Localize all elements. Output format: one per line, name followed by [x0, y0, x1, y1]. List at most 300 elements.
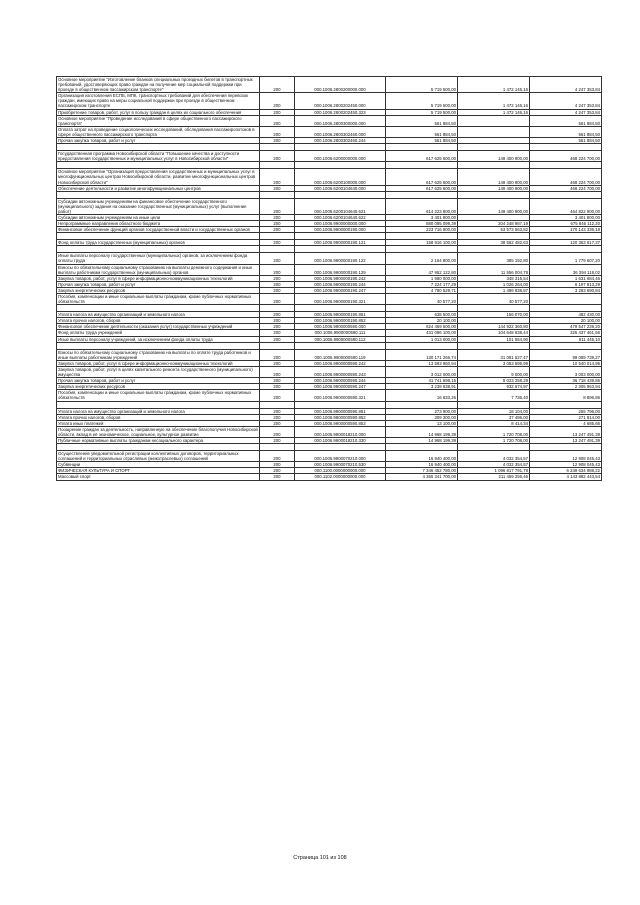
expense-name-cell: Субсидии автономным учреждениям на иные цели	[57, 214, 260, 220]
unexecuted-amount-cell: 468 224 700,00	[530, 151, 602, 162]
executed-amount-cell: 1 472 146,16	[458, 77, 530, 93]
spacer-cell	[458, 144, 530, 151]
budget-classification-code-cell: 000.1006.9900000590.852	[295, 414, 386, 420]
approved-amount-cell: 617 625 600,00	[386, 169, 458, 185]
approved-amount-cell: 309 300,00	[386, 414, 458, 420]
unexecuted-amount-cell: 13 247 491,39	[530, 437, 602, 443]
budget-classification-code-cell: 000.1006.2800300000.000	[295, 115, 386, 126]
admin-code-cell: 200	[260, 126, 295, 137]
unexecuted-amount-cell: 1 631 684,46	[530, 275, 602, 281]
spacer-row	[57, 233, 602, 240]
unexecuted-amount-cell: 36 394 118,02	[530, 264, 602, 275]
executed-amount-cell: 1 026 264,00	[458, 281, 530, 287]
spacer-cell	[530, 191, 602, 198]
approved-amount-cell: 4 355 341 700,00	[386, 474, 458, 480]
executed-amount-cell: 11 556 004,78	[458, 264, 530, 275]
unexecuted-amount-cell: 4 143 882 443,54	[530, 474, 602, 480]
admin-code-cell: 200	[260, 414, 295, 420]
executed-amount-cell: 348 315,54	[458, 275, 530, 281]
expense-name-cell: Прочая закупка товаров, работ и услуг	[57, 138, 260, 144]
spacer-cell	[260, 144, 295, 151]
spacer-cell	[260, 342, 295, 349]
admin-code-cell: 200	[260, 294, 295, 305]
table-row	[57, 93, 602, 109]
executed-amount-cell	[458, 126, 530, 137]
spacer-cell	[386, 401, 458, 408]
spacer-cell	[458, 191, 530, 198]
admin-code-cell: 200	[260, 169, 295, 185]
expense-name-cell: Уплата налога на имущество организаций и земельного налога	[57, 408, 260, 414]
unexecuted-amount-cell: 99 089 739,27	[530, 349, 602, 360]
spacer-cell	[458, 444, 530, 451]
table-row	[57, 151, 602, 162]
table-row	[57, 336, 602, 342]
expense-name-cell: Финансовое обеспечение функций органов государственной власти и государственных органов	[57, 227, 260, 233]
admin-code-cell: 200	[260, 264, 295, 275]
admin-code-cell: 200	[260, 227, 295, 233]
approved-amount-cell: 561 884,50	[386, 115, 458, 126]
table-row	[57, 474, 602, 480]
approved-amount-cell: 2 164 800,00	[386, 253, 458, 264]
expense-name-cell: Основное мероприятие "Изготовление бланков специальных проездных билетов в транспортных требований, удостоверяющих право граждан на получение мер социальной поддержки при проезде в общественном пассажирском транспорте"	[57, 77, 260, 93]
executed-amount-cell: 149 400 900,00	[458, 151, 530, 162]
spacer-cell	[530, 444, 602, 451]
spacer-cell	[295, 342, 386, 349]
approved-amount-cell: 223 716 900,00	[386, 227, 458, 233]
approved-amount-cell: 3 012 000,00	[386, 366, 458, 377]
spacer-row	[57, 444, 602, 451]
executed-amount-cell: 5 023 258,29	[458, 378, 530, 384]
spacer-row	[57, 401, 602, 408]
expense-name-cell: Организация изготовления ЕСПБ, МПК, транспортных требований для обеспечения перевозок граждан, имеющих право на меры социальной поддержки при проезде в общественном пассажирском транспорте	[57, 93, 260, 109]
admin-code-cell: 200	[260, 451, 295, 462]
spacer-cell	[386, 444, 458, 451]
spacer-cell	[295, 401, 386, 408]
admin-code-cell: 200	[260, 240, 295, 246]
approved-amount-cell: 14 968 199,39	[386, 437, 458, 443]
budget-classification-code-cell: 000.1006.9900018210.330	[295, 437, 386, 443]
admin-code-cell: 200	[260, 275, 295, 281]
executed-amount-cell: 149 400 900,00	[458, 169, 530, 185]
budget-classification-code-cell: 000.1006.2800302460.000	[295, 126, 386, 137]
spacer-cell	[57, 191, 260, 198]
admin-code-cell: 200	[260, 93, 295, 109]
budget-classification-code-cell: 000.1006.6200104640.621	[295, 198, 386, 214]
admin-code-cell: 200	[260, 462, 295, 468]
unexecuted-amount-cell: 120 353 617,37	[530, 240, 602, 246]
spacer-cell	[260, 444, 295, 451]
table-row	[57, 115, 602, 126]
expense-name-cell: Закупка товаров, работ, услуг в целях капитального ремонта государственного (муниципального) имущества	[57, 366, 260, 377]
budget-classification-code-cell: 000.1006.9900000590.244	[295, 378, 386, 384]
expense-name-cell: Иные выплаты персоналу государственных (муниципальных) органов, за исключением фонда оплаты труда	[57, 253, 260, 264]
spacer-cell	[260, 162, 295, 169]
unexecuted-amount-cell: 6 249 634 988,22	[530, 468, 602, 474]
executed-amount-cell: 4 032 354,57	[458, 462, 530, 468]
spacer-cell	[458, 233, 530, 240]
approved-amount-cell: 3 238 638,91	[386, 384, 458, 390]
unexecuted-amount-cell: 4 247 353,84	[530, 109, 602, 115]
budget-classification-code-cell: 000.1006.9900000590.851	[295, 408, 386, 414]
expense-name-cell: ФИЗИЧЕСКАЯ КУЛЬТУРА И СПОРТ	[57, 468, 260, 474]
spacer-cell	[57, 305, 260, 312]
approved-amount-cell: 561 884,50	[386, 126, 458, 137]
admin-code-cell: 200	[260, 437, 295, 443]
budget-classification-code-cell: 000.1006.9900000190.129	[295, 264, 386, 275]
approved-amount-cell: 20 100,00	[386, 318, 458, 324]
page-number-label: Страница 101 из 108	[293, 855, 347, 861]
admin-code-cell: 200	[260, 281, 295, 287]
table-row	[57, 426, 602, 437]
approved-amount-cell: 561 884,50	[386, 138, 458, 144]
approved-amount-cell: 273 900,00	[386, 408, 458, 414]
spacer-cell	[260, 233, 295, 240]
spacer-cell	[295, 305, 386, 312]
approved-amount-cell: 13 593 960,94	[386, 360, 458, 366]
admin-code-cell: 200	[260, 408, 295, 414]
budget-classification-code-cell: 000.1006.6200000000.000	[295, 151, 386, 162]
table-row	[57, 360, 602, 366]
budget-classification-code-cell: 000.1100.0000000000.000	[295, 468, 386, 474]
unexecuted-amount-cell: 3 003 000,00	[530, 366, 602, 377]
table-row	[57, 227, 602, 233]
budget-classification-code-cell: 000.1006.9900000590.243	[295, 366, 386, 377]
budget-classification-code-cell: 000.1006.9900000590.247	[295, 384, 386, 390]
table-row	[57, 275, 602, 281]
spacer-cell	[386, 162, 458, 169]
unexecuted-amount-cell: 561 884,50	[530, 115, 602, 126]
approved-amount-cell: 16 633,26	[386, 390, 458, 401]
expense-name-cell: Пособия, компенсации и иные социальные выплаты гражданам, кроме публичных нормативных обязательств	[57, 390, 260, 401]
table-row	[57, 349, 602, 360]
budget-classification-code-cell: 000.1006.2800202450.323	[295, 109, 386, 115]
executed-amount-cell: 18 104,00	[458, 408, 530, 414]
budget-classification-code-cell: 000.1006.9900070210.000	[295, 451, 386, 462]
approved-amount-cell: 1 013 000,00	[386, 336, 458, 342]
approved-amount-cell: 5 719 500,00	[386, 93, 458, 109]
table-row	[57, 390, 602, 401]
unexecuted-amount-cell: 4 247 353,84	[530, 93, 602, 109]
budget-classification-code-cell: 000.1006.6200104640.622	[295, 214, 386, 220]
admin-code-cell: 200	[260, 474, 295, 480]
budget-classification-code-cell: 000.1006.9900000590.000	[295, 324, 386, 330]
executed-amount-cell: 101 554,90	[458, 336, 530, 342]
budget-classification-code-cell: 000.1006.9900070210.530	[295, 462, 386, 468]
spacer-cell	[57, 401, 260, 408]
approved-amount-cell: 41 741 698,15	[386, 378, 458, 384]
spacer-row	[57, 144, 602, 151]
table-row	[57, 126, 602, 137]
executed-amount-cell: 149 400 900,00	[458, 185, 530, 191]
table-row	[57, 451, 602, 462]
budget-classification-code-cell: 000.1006.9900000190.000	[295, 227, 386, 233]
expense-name-cell: Уплата прочих налогов, сборов	[57, 414, 260, 420]
executed-amount-cell: 31 081 527,47	[458, 349, 530, 360]
expense-name-cell: Закупка товаров, работ, услуг в сфере информационно-коммуникационных технологий	[57, 360, 260, 366]
spacer-cell	[386, 342, 458, 349]
budget-classification-code-cell: 000.1006.9900000590.111	[295, 330, 386, 336]
table-row	[57, 437, 602, 443]
expense-name-cell: Иные выплаты персоналу учреждений, за исключением фонда оплаты труда	[57, 336, 260, 342]
approved-amount-cell: 880 095 099,39	[386, 221, 458, 227]
expense-name-cell: Оплата затрат на проведение социологических исследований, обследования пассажиропотоков в сфере общественного пассажирского транспорта	[57, 126, 260, 137]
spacer-cell	[57, 162, 260, 169]
spacer-cell	[295, 444, 386, 451]
approved-amount-cell: 5 719 500,00	[386, 77, 458, 93]
spacer-cell	[530, 144, 602, 151]
executed-amount-cell: 40 577,20	[458, 294, 530, 305]
unexecuted-amount-cell: 326 437 461,56	[530, 330, 602, 336]
spacer-cell	[57, 144, 260, 151]
unexecuted-amount-cell: 271 814,00	[530, 414, 602, 420]
approved-amount-cell: 4 780 529,71	[386, 287, 458, 293]
executed-amount-cell: 38 562 482,63	[458, 240, 530, 246]
unexecuted-amount-cell: 468 224 700,00	[530, 169, 602, 185]
table-row	[57, 408, 602, 414]
spacer-cell	[260, 305, 295, 312]
spacer-cell	[57, 342, 260, 349]
table-row	[57, 240, 602, 246]
approved-amount-cell: 3 401 800,00	[386, 214, 458, 220]
approved-amount-cell: 7 346 452 780,00	[386, 468, 458, 474]
executed-amount-cell: 932 674,97	[458, 384, 530, 390]
approved-amount-cell: 14 968 199,39	[386, 426, 458, 437]
table-row	[57, 198, 602, 214]
spacer-cell	[386, 233, 458, 240]
table-row	[57, 253, 602, 264]
approved-amount-cell: 1 980 000,00	[386, 275, 458, 281]
unexecuted-amount-cell: 464 822 900,00	[530, 198, 602, 214]
executed-amount-cell: 1 096 817 791,78	[458, 468, 530, 474]
spacer-cell	[260, 246, 295, 253]
executed-amount-cell: 385 192,80	[458, 253, 530, 264]
unexecuted-amount-cell: 12 908 045,43	[530, 462, 602, 468]
budget-classification-code-cell: 000.1006.9900000590.112	[295, 336, 386, 342]
unexecuted-amount-cell	[530, 294, 602, 305]
admin-code-cell: 200	[260, 109, 295, 115]
unexecuted-amount-cell: 4 685,66	[530, 420, 602, 426]
admin-code-cell: 200	[260, 384, 295, 390]
admin-code-cell: 200	[260, 214, 295, 220]
unexecuted-amount-cell: 10 540 014,95	[530, 360, 602, 366]
executed-amount-cell: 7 736,40	[458, 390, 530, 401]
approved-amount-cell: 638 500,00	[386, 312, 458, 318]
expense-name-cell: Приобретение товаров, работ, услуг в пользу граждан в целях их социального обеспечения	[57, 109, 260, 115]
spacer-cell	[530, 401, 602, 408]
spacer-cell	[57, 444, 260, 451]
expense-name-cell: Осуществление уведомительной регистрации коллективных договоров, территориальных соглашений и территориальных отраслевых (межотраслевых) соглашений	[57, 451, 260, 462]
admin-code-cell: 200	[260, 336, 295, 342]
expense-name-cell: Прочая закупка товаров, работ и услуг	[57, 378, 260, 384]
expense-name-cell: Уплата налога на имущество организаций и земельного налога	[57, 312, 260, 318]
budget-classification-code-cell: 000.1006.9900000590.119	[295, 349, 386, 360]
budget-classification-code-cell: 000.1006.2800202450.000	[295, 93, 386, 109]
expense-name-cell: Финансовое обеспечение деятельности (оказания услуг) государственных учреждений	[57, 324, 260, 330]
spacer-cell	[530, 233, 602, 240]
unexecuted-amount-cell: 36 718 439,86	[530, 378, 602, 384]
expense-name-cell: Фонд оплаты труда учреждений	[57, 330, 260, 336]
unexecuted-amount-cell: 13 247 491,39	[530, 426, 602, 437]
admin-code-cell: 200	[260, 378, 295, 384]
budget-classification-code-cell: 000.1006.6200100000.000	[295, 169, 386, 185]
expense-name-cell: Уплата иных платежей	[57, 420, 260, 426]
admin-code-cell: 200	[260, 115, 295, 126]
admin-code-cell: 200	[260, 349, 295, 360]
admin-code-cell: 200	[260, 324, 295, 330]
spacer-row	[57, 246, 602, 253]
unexecuted-amount-cell: 561 884,50	[530, 138, 602, 144]
unexecuted-amount-cell: 2 305 963,94	[530, 384, 602, 390]
expense-name-cell: Субвенции	[57, 462, 260, 468]
spacer-cell	[458, 305, 530, 312]
approved-amount-cell: 130 171 266,74	[386, 349, 458, 360]
spacer-cell	[295, 144, 386, 151]
expense-name-cell: Публичные нормативные выплаты гражданам несоциального характера	[57, 437, 260, 443]
budget-classification-code-cell: 000.1006.9900000190.122	[295, 253, 386, 264]
admin-code-cell: 200	[260, 253, 295, 264]
approved-amount-cell: 40 577,20	[386, 294, 458, 305]
table-row	[57, 294, 602, 305]
spacer-row	[57, 191, 602, 198]
executed-amount-cell: 156 070,00	[458, 312, 530, 318]
spacer-cell	[530, 162, 602, 169]
table-row	[57, 77, 602, 93]
table-body	[57, 77, 602, 481]
expense-name-cell: Закупка товаров, работ, услуг в сфере информационно-коммуникационных технологий	[57, 275, 260, 281]
expense-name-cell: Поощрение граждан за деятельность, направленную на обеспечение благополучия Новосибирской области, вклад в её экономическое, социальное, культурное развитие	[58, 426, 258, 437]
budget-classification-code-cell: 000.1006.9900000190.247	[295, 287, 386, 293]
spacer-cell	[295, 162, 386, 169]
spacer-cell	[458, 401, 530, 408]
budget-classification-code-cell: 000.1006.9900000190.321	[295, 294, 386, 305]
expense-name-cell: Пособия, компенсации и иные социальные выплаты гражданам, кроме публичных нормативных обязательств	[57, 294, 260, 305]
spacer-cell	[260, 401, 295, 408]
unexecuted-amount-cell: 482 430,00	[530, 312, 602, 318]
admin-code-cell: 200	[260, 185, 295, 191]
table-row	[57, 169, 602, 185]
admin-code-cell: 200	[260, 390, 295, 401]
executed-amount-cell	[458, 115, 530, 126]
unexecuted-amount-cell: 468 224 700,00	[530, 185, 602, 191]
expense-name-cell: Уплата прочих налогов, сборов	[57, 318, 260, 324]
spacer-row	[57, 342, 602, 349]
spacer-cell	[530, 246, 602, 253]
approved-amount-cell: 5 719 500,00	[386, 109, 458, 115]
budget-classification-code-cell: 000.1006.9900000190.121	[295, 240, 386, 246]
spacer-cell	[458, 246, 530, 253]
admin-code-cell: 200	[260, 426, 295, 437]
executed-amount-cell: 1 720 708,00	[458, 426, 530, 437]
approved-amount-cell: 617 625 600,00	[386, 151, 458, 162]
executed-amount-cell: 149 400 900,00	[458, 198, 530, 214]
executed-amount-cell: 53 573 563,82	[458, 227, 530, 233]
budget-classification-code-cell: 000.1006.9900000590.321	[295, 390, 386, 401]
spacer-cell	[386, 305, 458, 312]
table-row	[57, 324, 602, 330]
budget-classification-code-cell: 000.1006.6200104640.000	[295, 185, 386, 191]
approved-amount-cell: 47 952 122,80	[386, 264, 458, 275]
spacer-cell	[530, 305, 602, 312]
expense-name-cell: Государственная программа Новосибирской области "Повышение качества и доступности предоставления государственных и муниципальных услуг в Новосибирской области"	[57, 151, 260, 162]
admin-code-cell: 200	[260, 360, 295, 366]
executed-amount-cell: 104 648 638,44	[458, 330, 530, 336]
expense-name-cell: Закупка энергетических ресурсов	[57, 287, 260, 293]
expense-name-cell: Субсидии автономным учреждениям на финансовое обеспечение государственного (муниципального) задания на оказание государственных (муниципальных) услуг (выполнение работ)	[57, 198, 260, 214]
expense-name-cell: Взносы по обязательному социальному страхованию на выплаты по оплате труда работников и иные выплаты работникам учреждений	[57, 349, 260, 360]
unexecuted-amount-cell: 20 100,00	[530, 318, 602, 324]
approved-amount-cell: 624 469 600,00	[386, 324, 458, 330]
budget-classification-code-cell: 000.1006.2800302460.244	[295, 138, 386, 144]
unexecuted-amount-cell: 8 896,86	[530, 390, 602, 401]
expense-name-cell: Взносы по обязательному социальному страхованию на выплаты денежного содержания и иные выплаты работникам государственных (муниципальных) органов	[57, 264, 260, 275]
budget-classification-code-cell: 000.1102.0000000000.000	[295, 474, 386, 480]
table-row	[57, 366, 602, 377]
spacer-cell	[530, 342, 602, 349]
spacer-cell	[260, 191, 295, 198]
expense-name-cell: Фонд оплаты труда государственных (муниципальных) органов	[57, 240, 260, 246]
admin-code-cell: 200	[260, 77, 295, 93]
spacer-cell	[295, 191, 386, 198]
executed-amount-cell: 1 472 146,16	[458, 93, 530, 109]
admin-code-cell: 200	[260, 318, 295, 324]
table-row	[57, 185, 602, 191]
admin-code-cell: 200	[260, 330, 295, 336]
spacer-row	[57, 162, 602, 169]
expense-name-cell: Прочая закупка товаров, работ и услуг	[57, 281, 260, 287]
admin-code-cell: 200	[260, 287, 295, 293]
approved-amount-cell: 614 223 800,00	[386, 198, 458, 214]
unexecuted-amount-cell: 911 445,10	[530, 336, 602, 342]
executed-amount-cell: 1 472 146,16	[458, 109, 530, 115]
spacer-cell	[458, 342, 530, 349]
table-row	[57, 109, 602, 115]
approved-amount-cell: 158 916 100,00	[386, 240, 458, 246]
budget-classification-code-cell: 000.1006.9900000190.244	[295, 281, 386, 287]
admin-code-cell: 200	[260, 221, 295, 227]
spacer-cell	[386, 144, 458, 151]
spacer-cell	[57, 233, 260, 240]
spacer-row	[57, 305, 602, 312]
admin-code-cell: 200	[260, 468, 295, 474]
unexecuted-amount-cell: 3 283 690,84	[530, 287, 602, 293]
expense-name-cell: Основное мероприятие "Проведение исследований в сфере общественного пассажирского транспорта"	[57, 115, 260, 126]
unexecuted-amount-cell: 479 547 239,20	[530, 324, 602, 330]
page-footer	[0, 855, 640, 861]
table-row	[57, 264, 602, 275]
unexecuted-amount-cell: 561 884,50	[530, 126, 602, 137]
budget-classification-code-cell: 000.1006.9900000590.853	[295, 420, 386, 426]
admin-code-cell: 200	[260, 151, 295, 162]
budget-table-container	[56, 76, 600, 481]
approved-amount-cell: 617 625 600,00	[386, 185, 458, 191]
executed-amount-cell: 9 000,00	[458, 366, 530, 377]
spacer-cell	[458, 162, 530, 169]
admin-code-cell: 200	[260, 138, 295, 144]
admin-code-cell: 200	[260, 198, 295, 214]
executed-amount-cell: 1 496 838,87	[458, 287, 530, 293]
budget-classification-code-cell: 000.1006.9900000190.242	[295, 275, 386, 281]
executed-amount-cell: 4 032 354,57	[458, 451, 530, 462]
budget-classification-code-cell: 000.1006.9900000190.851	[295, 312, 386, 318]
spacer-cell	[295, 233, 386, 240]
unexecuted-amount-cell: 3 401 800,00	[530, 214, 602, 220]
expense-name-cell: Основное мероприятие "Организация предоставления государственных и муниципальных услуг в многофункциональных центрах Новосибирской области, развитие многофункциональных центров Новосибирской области"	[57, 169, 260, 185]
unexecuted-amount-cell: 4 247 353,84	[530, 77, 602, 93]
unexecuted-amount-cell: 12 908 045,43	[530, 451, 602, 462]
executed-amount-cell: 1 720 708,00	[458, 437, 530, 443]
executed-amount-cell: 211 459 256,46	[458, 474, 530, 480]
executed-amount-cell: 204 248 987,19	[458, 221, 530, 227]
